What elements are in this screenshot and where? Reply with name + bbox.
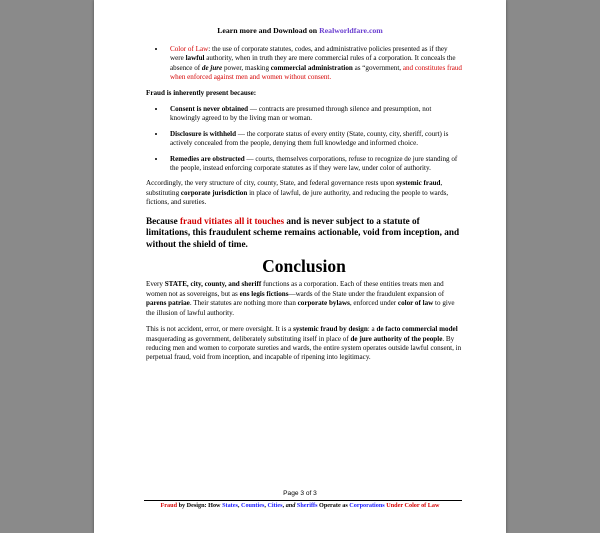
text-run: : the use of corporate statutes, codes, and administrative policies presented as if they were xyxy=(170,45,448,63)
conclusion-heading: Conclusion xyxy=(262,256,346,277)
conclusion-paragraph-2 xyxy=(146,325,462,363)
text-run: and is never subject to a statute of limitations, this fraudulent scheme remains actionable, void from inception, and without the shield of time. xyxy=(146,215,460,249)
text-run: This is not accident, error, or mere oversight. It is a xyxy=(146,325,294,334)
page-content xyxy=(146,45,462,370)
footer-title-part: , xyxy=(264,502,268,509)
footer-title-part: and xyxy=(285,502,296,509)
text-run: functions as a corporation. Each of these entities treats men and women not as sovereigns, but as xyxy=(146,280,444,298)
fraud-vitiates-text: fraud vitiates all it touches xyxy=(179,215,285,226)
ens-legis-term: ens legis fictions xyxy=(239,289,289,298)
conclusion-paragraph-1 xyxy=(146,280,462,318)
fraud-points-list xyxy=(146,105,462,173)
site-link[interactable]: Realworldfare.com xyxy=(319,26,383,35)
commercial-admin-term: commercial administration xyxy=(270,63,353,72)
color-of-law-list xyxy=(146,45,462,83)
footer-title-part: Corporations xyxy=(349,502,385,509)
text-run: Every xyxy=(146,280,165,289)
text-run: masquerading as government, deliberately substituting itself in place of xyxy=(146,334,351,343)
footer-title xyxy=(94,502,506,509)
color-of-law-term: color of law xyxy=(397,299,434,308)
statute-callout xyxy=(146,216,462,251)
fraud-point-term: Consent is never obtained xyxy=(170,105,249,114)
text-run: —wards of the State under the fraudulent expansion of xyxy=(288,289,445,298)
footer-title-part: Cities xyxy=(267,502,283,509)
footer-title-part: , xyxy=(282,502,286,509)
text-run: , enforced under xyxy=(349,299,398,308)
text-run: . By reducing men and women to corporate sureties and wards, the entire system operates outside lawful consent, in perpetual fraud, void from inception, and incapable of ripening into legitimacy. xyxy=(146,334,462,362)
fraud-point xyxy=(166,130,462,149)
corporate-jurisdiction-term: corporate jurisdiction xyxy=(180,188,248,197)
footer-title-part: Operate as xyxy=(317,502,350,509)
systemic-fraud-term: systemic fraud by design xyxy=(293,325,368,334)
corporate-bylaws-term: corporate bylaws xyxy=(297,299,350,308)
fraud-point-text: — the corporate status of every entity (State, county, city, sheriff, court) is actively concealed from the people, denying them full knowledge and informed choice. xyxy=(170,129,449,148)
footer-title-part: Sheriffs xyxy=(296,502,318,509)
text-run: : a xyxy=(367,325,377,334)
text-run: Accordingly, the very structure of city, county, State, and federal governance rests upon xyxy=(146,179,397,188)
fraud-point xyxy=(166,155,462,174)
parens-patriae-term: parens patriae xyxy=(146,299,190,308)
de-jure-term: de jure xyxy=(201,63,223,72)
footer-title-part: by Design: How xyxy=(177,502,223,509)
page-header xyxy=(94,26,506,35)
fraud-consent-text: and constitutes fraud when enforced against men and women without consent. xyxy=(170,63,462,82)
fraud-point-text: — contracts are presumed through silence and presumption, not knowingly agreed to by the living man or woman. xyxy=(170,105,432,123)
text-run: Because xyxy=(146,215,180,226)
text-run: as “government, xyxy=(352,63,403,72)
de-jure-term: de jure authority of the people xyxy=(350,334,443,343)
footer-title-part: Under Color of Law xyxy=(386,502,440,509)
fraud-point-term: Disclosure is withheld xyxy=(170,129,237,138)
systemic-fraud-term: systemic fraud xyxy=(396,179,441,188)
text-run: , substituting xyxy=(146,179,443,197)
fraud-heading: Fraud is inherently present because: xyxy=(146,88,257,97)
de-facto-term: de facto commercial model xyxy=(376,325,458,334)
text-run: to give the illusion of lawful authority. xyxy=(146,299,455,317)
page-number: Page 3 of 3 xyxy=(283,490,317,497)
header-prefix: Learn more and Download on xyxy=(217,26,320,35)
color-of-law-term: Color of Law xyxy=(170,45,209,53)
footer-title-part: Counties xyxy=(240,502,265,509)
lawful-term: lawful xyxy=(185,54,205,63)
accordingly-paragraph xyxy=(146,179,462,207)
fraud-point-text: — courts, themselves corporations, refuse to recognize de jure standing of the people, instead enforcing corporate statutes as if they were law, under color of authority. xyxy=(170,154,458,173)
fraud-point xyxy=(166,105,462,124)
footer-title-part: States xyxy=(222,502,238,509)
document-page xyxy=(94,0,506,533)
text-run: authority, when in truth they are mere commercial rules of a corporation. It conceals the absence of xyxy=(170,54,456,72)
footer-title-part: Fraud xyxy=(160,502,178,509)
text-run: . Their statutes are nothing more than xyxy=(189,299,298,308)
footer-divider xyxy=(144,500,462,501)
entities-term: STATE, city, county, and sheriff xyxy=(164,280,262,289)
text-run: power, masking xyxy=(222,63,271,72)
color-of-law-item xyxy=(166,45,462,83)
fraud-point-term: Remedies are obstructed xyxy=(170,154,245,163)
footer-title-part: , xyxy=(237,502,241,509)
text-run: in place of lawful, de jure authority, and reducing the people to wards, fictions, and sureties. xyxy=(146,188,449,207)
